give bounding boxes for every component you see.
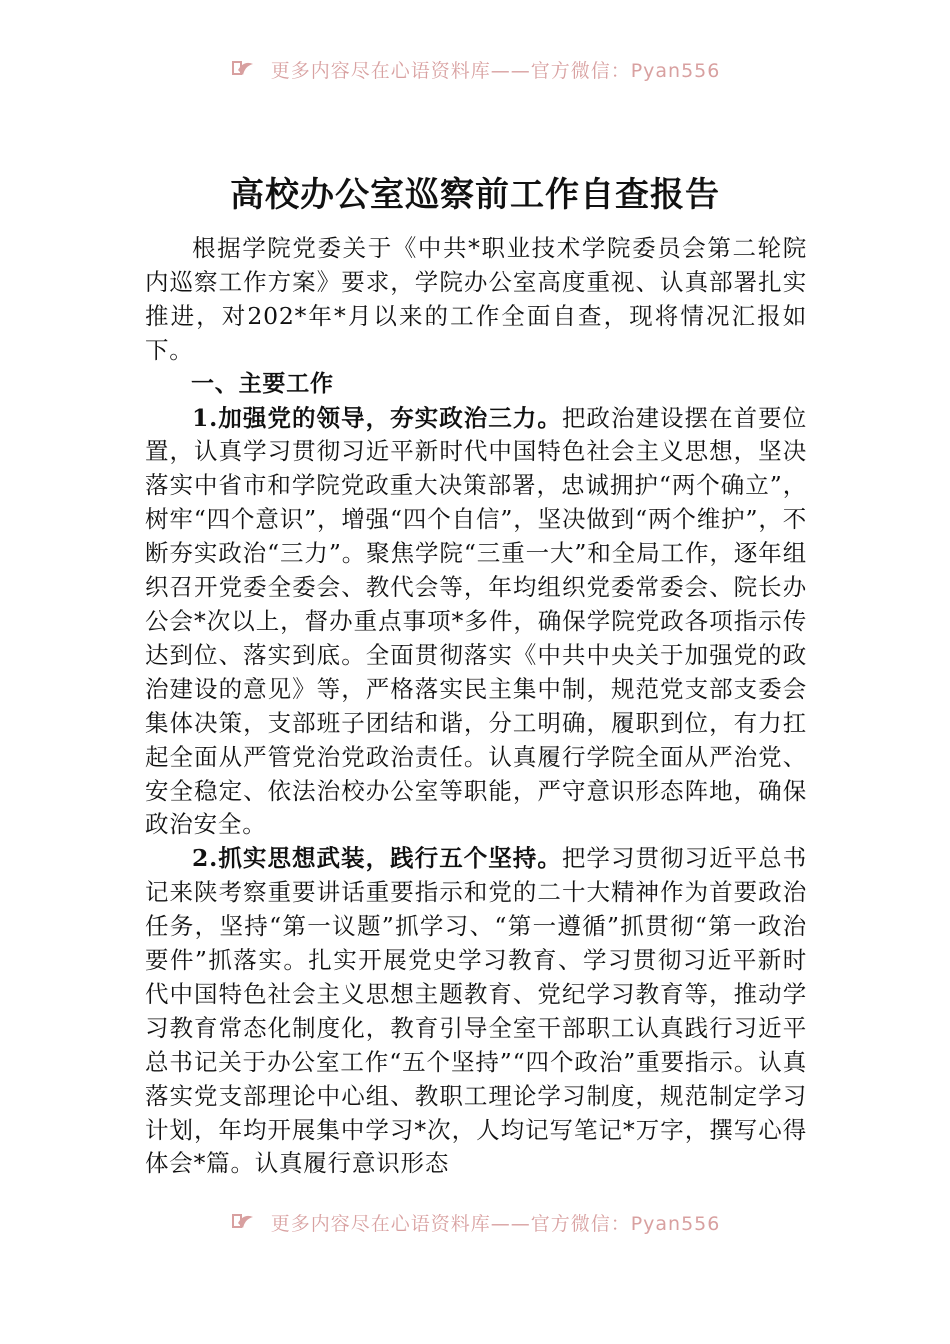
item-2-body: 把学习贯彻习近平总书记来陕考察重要讲话重要指示和党的二十大精神作为首要政治任务，坚持“第一议题”抓学习、“第一遵循”抓贯彻“第一政治要件”抓落实。扎实开展党史学习教育、学习贯彻习近平新时代中国特色社会主义思想主题教育、党纪学习教育等，推动学习教育常态化制度化，教育引导全室干部职工认真践行习近平总书记关于办公室工作“五个坚持”“四个政治”重要指示。认真落实党支部理论中心组、教职工理论学习制度，规范制定学习计划，年均开展集中学习*次，人均记写笔记*万字，撰写心得体会*篇。认真履行意识形态 [145, 844, 807, 1178]
watermark-logo-icon [230, 58, 256, 84]
item-paragraph-1 [145, 402, 807, 843]
watermark-text: 更多内容尽在心语资料库——官方微信：Pyan556 [270, 1213, 721, 1235]
document-body [145, 232, 807, 1181]
watermark-bottom [0, 1211, 950, 1235]
watermark-logo-icon [230, 1211, 256, 1237]
item-2-lead: 2.抓实思想武装，践行五个坚持。 [192, 844, 562, 873]
intro-paragraph: 根据学院党委关于《中共*职业技术学院委员会第二轮院内巡察工作方案》要求，学院办公室高度重视、认真部署扎实推进，对202*年*月以来的工作全面自查，现将情况汇报如下。 [145, 234, 807, 364]
item-1-body: 把政治建设摆在首要位置，认真学习贯彻习近平新时代中国特色社会主义思想，坚决落实中省市和学院党政重大决策部署，忠诚拥护“两个确立”，树牢“四个意识”，增强“四个自信”，坚决做到“两个维护”，不断夯实政治“三力”。聚焦学院“三重一大”和全局工作，逐年组织召开党委全委会、教代会等，年均组织党委常委会、院长办公会*次以上，督办重点事项*多件，确保学院党政各项指示传达到位、落实到底。全面贯彻落实《中共中央关于加强党的政治建设的意见》等，严格落实民主集中制，规范党支部支委会集体决策，支部班子团结和谐，分工明确，履职到位，有力扛起全面从严管党治党政治责任。认真履行学院全面从严治党、安全稳定、依法治校办公室等职能，严守意识形态阵地，确保政治安全。 [145, 403, 807, 839]
watermark-top [0, 58, 950, 82]
watermark-text: 更多内容尽在心语资料库——官方微信：Pyan556 [270, 60, 721, 82]
document-title: 高校办公室巡察前工作自查报告 [230, 175, 720, 215]
section-heading-main-work: 一、主要工作 [191, 370, 334, 397]
item-paragraph-2 [145, 842, 807, 1181]
item-1-lead: 1.加强党的领导，夯实政治三力。 [192, 403, 562, 432]
